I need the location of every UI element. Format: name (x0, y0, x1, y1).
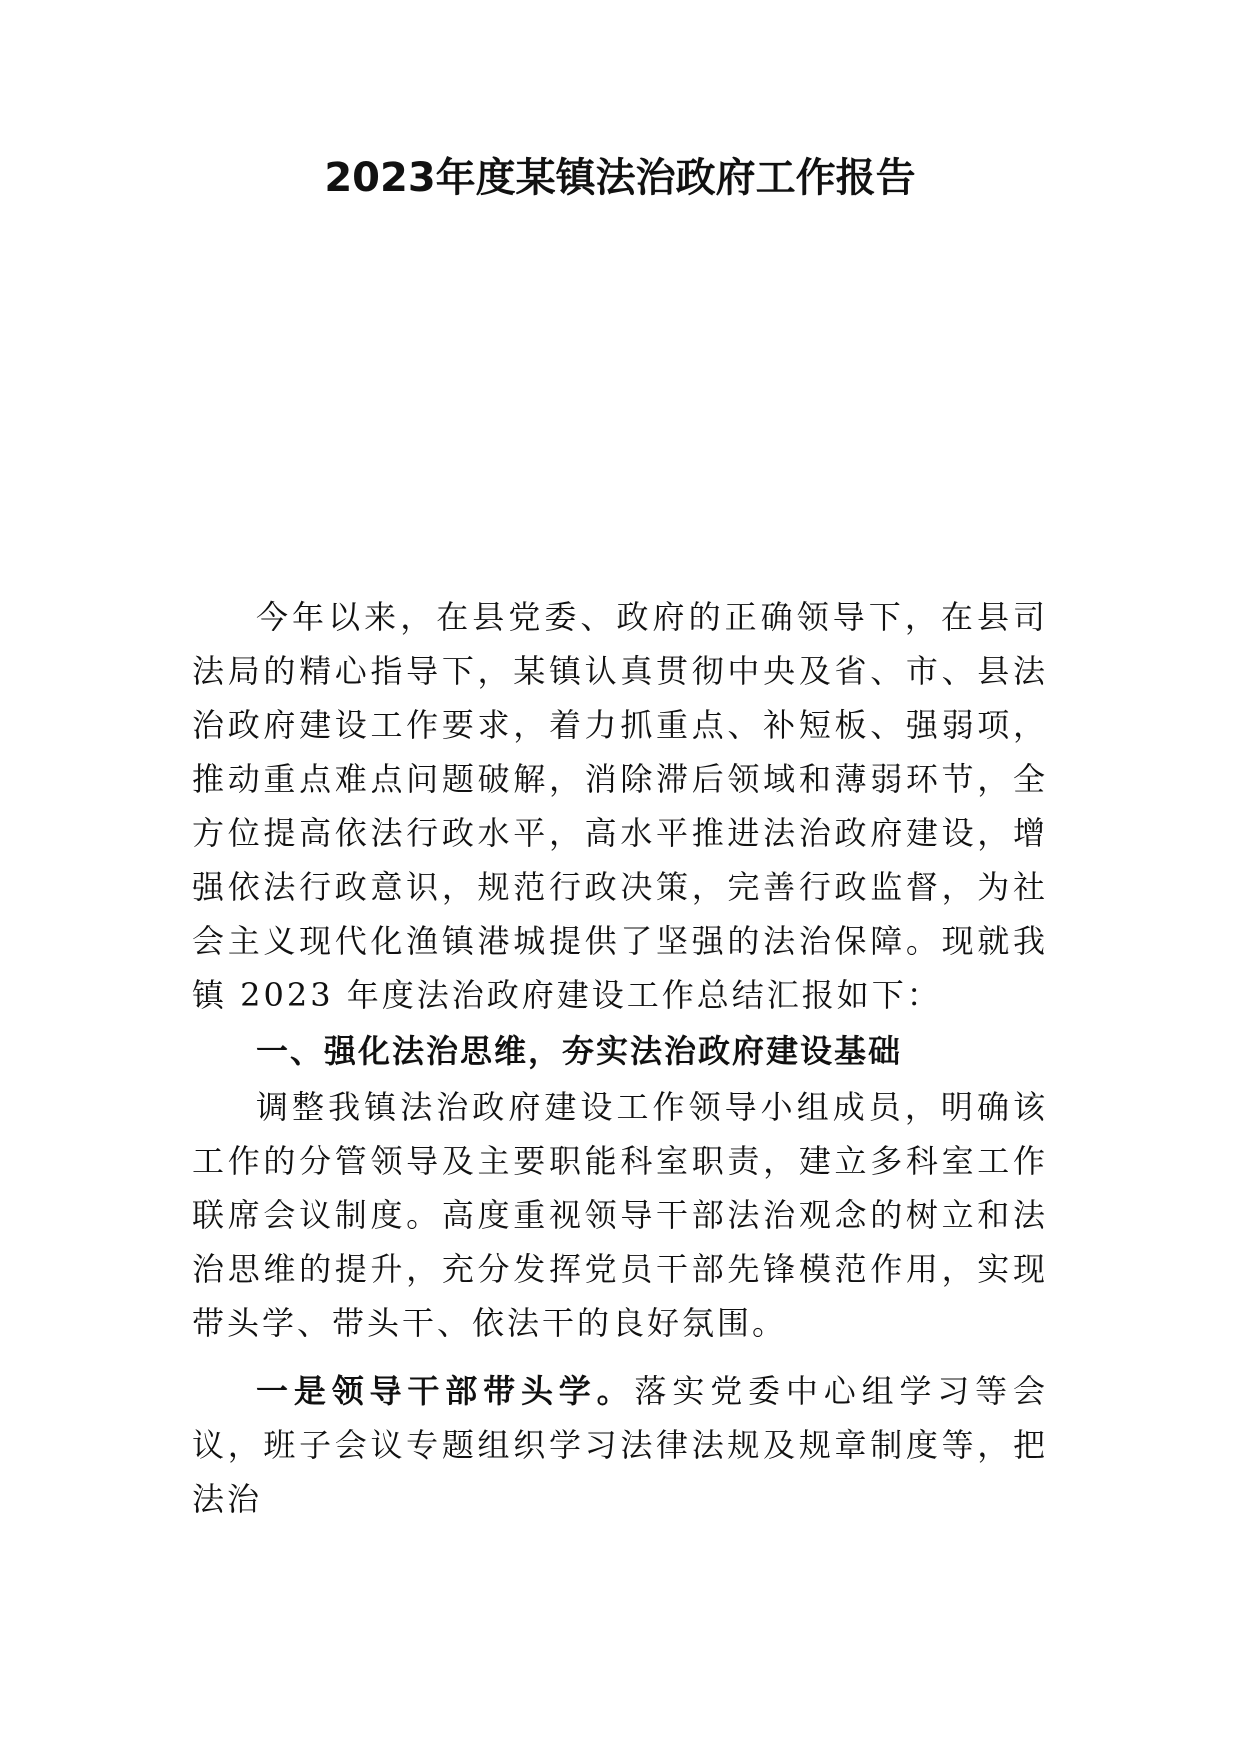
section-heading: 一、强化法治思维，夯实法治政府建设基础 (256, 1032, 903, 1070)
point-lead: 一是领导干部带头学。 (256, 1372, 635, 1410)
document-title: 2023年度某镇法治政府工作报告 (324, 155, 916, 201)
section-paragraph: 调整我镇法治政府建设工作领导小组成员，明确该工作的分管领导及主要职能科室职责，建立多科室工作联席会议制度。高度重视领导干部法治观念的树立和法治思维的提升，充分发挥党员干部先锋模范作用，实现带头学、带头干、依法干的良好氛围。 (192, 1088, 1048, 1342)
point-text: 落实党委中心组学习等会议，班子会议专题组织学习法律法规及规章制度等，把法治 (192, 1372, 1048, 1518)
intro-paragraph: 今年以来，在县党委、政府的正确领导下，在县司法局的精心指导下，某镇认真贯彻中央及省、市、县法治政府建设工作要求，着力抓重点、补短板、强弱项，推动重点难点问题破解，消除滞后领域和薄弱环节，全方位提高依法行政水平，高水平推进法治政府建设，增强依法行政意识，规范行政决策，完善行政监督，为社会主义现代化渔镇港城提供了坚强的法治保障。现就我镇 2023 年度法治政府建设工作总结汇报如下： (192, 598, 1048, 1014)
document-body (192, 590, 1048, 1526)
point-paragraph (192, 1364, 1048, 1526)
